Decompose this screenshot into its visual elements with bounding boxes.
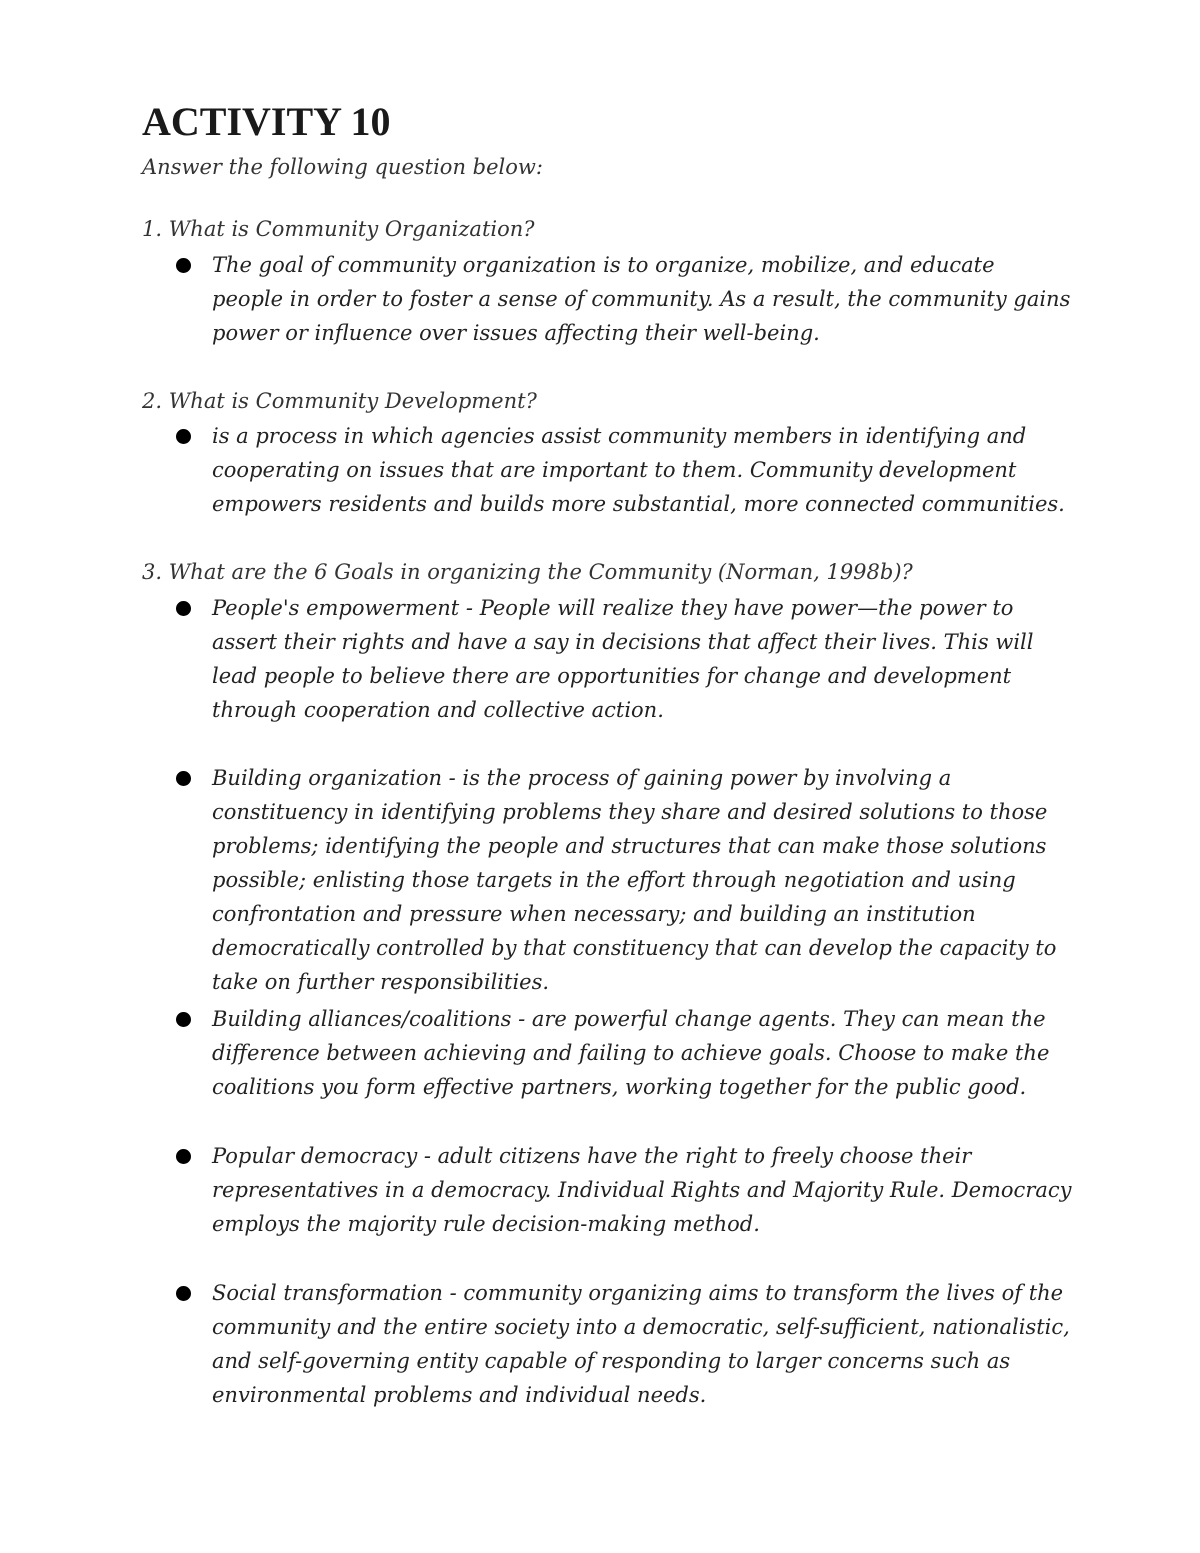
bullet-dot-icon <box>176 429 191 444</box>
bullet-dot-icon <box>176 601 191 616</box>
bullet-text: Popular democracy - adult citizens have the right to freely choose their representatives in a democracy. Individual Rights and Majority Rule. Democracy employs the majority rule decision-making method. <box>212 1144 1072 1236</box>
answer-bullet-3-3 <box>176 1002 1076 1104</box>
answer-bullet-3-1 <box>176 591 1076 727</box>
bullet-text: Social transformation - community organizing aims to transform the lives of the community and the entire society into a democratic, self-sufficient, nationalistic, and self-governing entity capable of responding to larger concerns such as environmental problems and individual needs. <box>212 1281 1070 1407</box>
answer-bullet-3-4 <box>176 1139 1076 1241</box>
question-1: 1. What is Community Organization? <box>142 217 535 241</box>
bullet-dot-icon <box>176 1149 191 1164</box>
answer-bullet-3-2 <box>176 761 1076 999</box>
bullet-text: Building organization - is the process of gaining power by involving a constituency in identifying problems they share and desired solutions to those problems; identifying the people and structures that can make those solutions possible; enlisting those targets in the effort through negotiation and using confrontation and pressure when necessary; and building an institution democratically controlled by that constituency that can develop the capacity to take on further responsibilities. <box>212 766 1057 994</box>
bullet-dot-icon <box>176 1012 191 1027</box>
bullet-dot-icon <box>176 771 191 786</box>
instruction-text: Answer the following question below: <box>142 155 543 179</box>
bullet-text: The goal of community organization is to organize, mobilize, and educate people in order to foster a sense of community. As a result, the community gains power or influence over issues affecting their well-being. <box>212 253 1071 345</box>
bullet-dot-icon <box>176 1286 191 1301</box>
bullet-text: People's empowerment - People will realize they have power—the power to assert their rights and have a say in decisions that affect their lives. This will lead people to believe there are opportunities for change and development through cooperation and collective action. <box>212 596 1034 722</box>
question-3: 3. What are the 6 Goals in organizing the Community (Norman, 1998b)? <box>142 560 913 584</box>
bullet-text: is a process in which agencies assist community members in identifying and cooperating on issues that are important to them. Community development empowers residents and builds more substantial, more connected communities. <box>212 424 1065 516</box>
bullet-dot-icon <box>176 258 191 273</box>
page-title: ACTIVITY 10 <box>142 99 391 144</box>
answer-bullet-2-1 <box>176 419 1076 521</box>
question-2: 2. What is Community Development? <box>142 389 537 413</box>
answer-bullet-1-1 <box>176 248 1076 350</box>
answer-bullet-3-5 <box>176 1276 1076 1412</box>
bullet-text: Building alliances/coalitions - are powerful change agents. They can mean the difference between achieving and failing to achieve goals. Choose to make the coalitions you form effective partners, working together for the public good. <box>212 1007 1050 1099</box>
